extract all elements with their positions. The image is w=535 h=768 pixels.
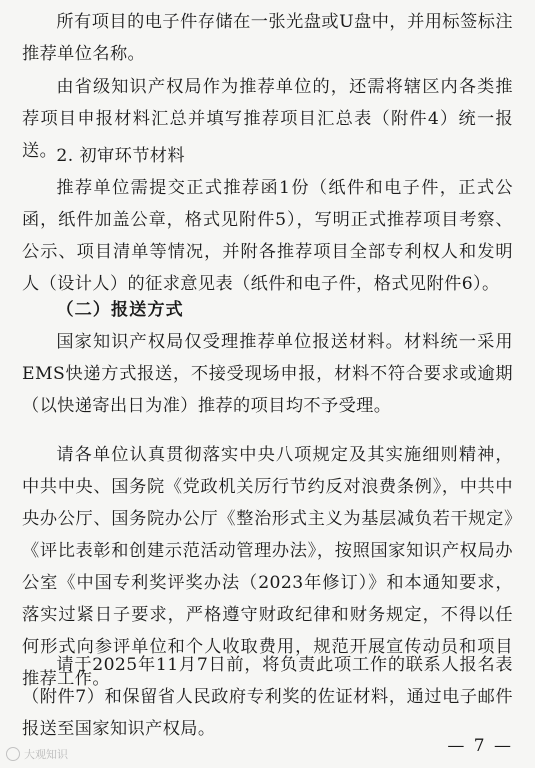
paragraph-discipline-requirements: 请各单位认真贯彻落实中央八项规定及其实施细则精神，中共中央、国务院《党政机关厉行节约反对浪费条例》，中共中央办公厅、国务院办公厅《整治形式主义为基层减负若干规定》《评比表彰和创建示范活动管理办法》，按照国家知识产权局办公室《中国专利奖评奖办法（2023年修订）》和本通知要求，落实过紧日子要求，严格遵守财政纪律和财务规定，不得以任何形式向参评单位和个人收取费用，规范开展宣传动员和项目推荐工作。 bbox=[22, 445, 513, 689]
watermark-text: 大观知识 bbox=[24, 748, 68, 761]
paragraph-storage-media: 所有项目的电子件存储在一张光盘或U盘中，并用标签标注推荐单位名称。 bbox=[22, 12, 513, 64]
paragraph-ems-submission: 国家知识产权局仅受理推荐单位报送材料。材料统一采用EMS快递方式报送，不接受现场申报，材料不符合要求或逾期（以快递寄出日为准）推荐的项目均不予受理。 bbox=[22, 332, 513, 416]
paragraph-provincial-summary: 由省级知识产权局作为推荐单位的，还需将辖区内各类推荐项目申报材料汇总并填写推荐项目汇总表（附件4）统一报送。 bbox=[22, 77, 513, 161]
paragraph-contact-deadline: 请于2025年11月7日前，将负责此项工作的联系人报名表（附件7）和保留省人民政府专利奖的佐证材料，通过电子邮件报送至国家知识产权局。 bbox=[22, 655, 513, 739]
watermark bbox=[6, 746, 68, 762]
section-heading-submission-method: （二）报送方式 bbox=[56, 300, 184, 320]
paragraph-recommendation-letter: 推荐单位需提交正式推荐函1份（纸件和电子件，正式公函，纸件加盖公章，格式见附件5），写明正式推荐项目考察、公示、项目清单等情况，并附各推荐项目全部专利权人和发明人（设计人）的征求意见表（纸件和电子件，格式见附件6）。 bbox=[22, 178, 513, 294]
page-number: — 7 — bbox=[447, 736, 513, 756]
watermark-logo-icon bbox=[6, 747, 20, 761]
subheading-preliminary-materials: 2. 初审环节材料 bbox=[56, 146, 185, 166]
